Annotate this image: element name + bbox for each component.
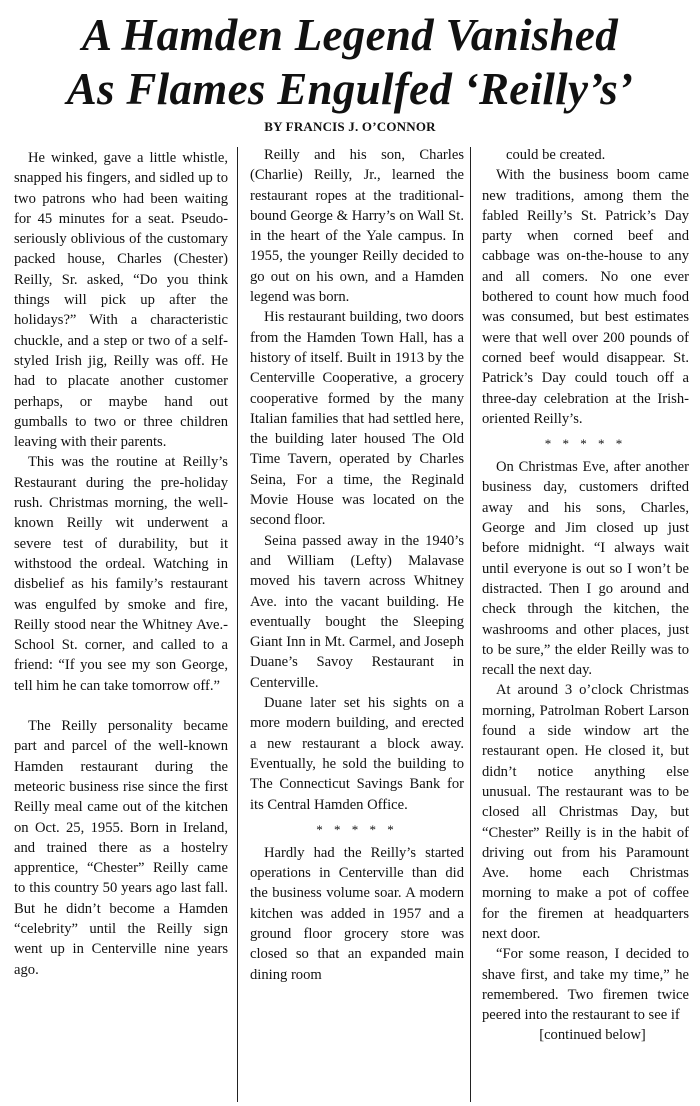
continued-note: [continued below]	[539, 1027, 646, 1044]
paragraph: He winked, gave a little whistle, snapped his fingers, and sidled up to two patrons who had been waiting for 45 minutes for a seat. Pseudo-seriously oblivious of the customary packed house, Charles (Chester) Reilly, Sr. asked, “Do you think things will pick up after the holidays?” With a characteristic chuckle, and a step or two of a self-styled Irish jig, Reilly was off. He had to placate another customer perhaps, or maybe hand out gumballs to two or three children leaving with their parents.	[14, 150, 228, 451]
paragraph: At around 3 o’clock Christmas morning, Patrolman Robert Larson found a side window art the restaurant open. He closed it, but didn’t notice anything else unusual. The restaurant was to be closed all Christmas Day, but “Chester” Reilly is in the habit of driving out from his Paramount Ave. home each Christmas morning to make a pot of coffee for the firemen at headquarters next door.	[482, 682, 689, 942]
paragraph: Seina passed away in the 1940’s and William (Lefty) Malavase moved his tavern across Whitney Ave. into the vacant building. He eventually bought the Sleeping Giant Inn in Mt. Carmel, and Joseph Duane’s Savoy Restaurant in Centerville.	[250, 532, 464, 691]
paragraph: His restaurant building, two doors from the Hamden Town Hall, has a history of itself. Built in 1913 by the Centerville Cooperative, a grocery cooperative formed by the many Italian families that had settled here, the building later housed The Old Time Tavern, operated by Charles Seina, For a time, the Reginald Movie House was located on the second floor.	[250, 309, 464, 529]
section-break-stars: * * * * *	[316, 821, 398, 837]
paragraph: “For some reason, I decided to shave first, and take my time,” he remembered. Two firemen twice peered into the restaurant to see if	[482, 946, 689, 1024]
article-column-2	[250, 145, 464, 985]
paragraph: On Christmas Eve, after another business day, customers drifted away and his sons, Charles, George and Jim closed up just before midnight. “I always wait until everyone is out so I won’t be distracted. Then I go around and check through the kitchen, the washrooms and other places, just to be sure,” the elder Reilly was to recall the next day.	[482, 459, 689, 679]
column-divider	[237, 147, 238, 1102]
paragraph: could be created.	[506, 147, 606, 163]
paragraph: Duane later set his sights on a more modern building, and erected a new restaurant a block away. Eventually, he sold the building to The Connecticut Savings Bank for its Central Hamden Office.	[250, 695, 464, 813]
column-divider	[470, 147, 471, 1102]
article-column-3	[482, 145, 689, 1046]
byline: BY FRANCIS J. O’CONNOR	[264, 119, 436, 134]
headline-line-2: As Flames Engulfed ‘Reilly’s’	[66, 64, 634, 114]
paragraph: The Reilly personality became part and parcel of the well-known Hamden restaurant during the meteoric business rise since the first Reilly meal came out of the kitchen on Oct. 25, 1955. Born in Ireland, and trained there as a hostelry apprentice, “Chester” Reilly came to this country 50 years ago last fall. But he didn’t become a Hamden “celebrity” until the Reilly sign went up in Centerville nine years ago.	[14, 718, 228, 978]
paragraph: This was the routine at Reilly’s Restaurant during the pre-holiday rush. Christmas morning, the well-known Reilly wit underwent a severe test of durability, but it withstood the ordeal. Watching in disbelief as his family’s restaurant was engulfed by smoke and fire, Reilly stood near the Whitney Ave.-School St. corner, and called to a friend: “If you see my son George, tell him he can take tomorrow off.”	[14, 454, 228, 694]
paragraph: Reilly and his son, Charles (Charlie) Reilly, Jr., learned the restaurant ropes at the traditional-bound George & Harry’s on Wall St. in the heart of the Yale campus. In 1955, the younger Reilly decided to go out on his own, and a Hamden legend was born.	[250, 147, 464, 306]
article-column-1	[14, 148, 228, 980]
section-break-stars: * * * * *	[544, 436, 627, 452]
paragraph: Hardly had the Reilly’s started operations in Centerville than did the business volume soar. A modern kitchen was added in 1957 and a ground floor grocery store was closed so that an expanded main dining room	[250, 844, 464, 983]
headline-line-1: A Hamden Legend Vanished	[81, 10, 618, 60]
paragraph: With the business boom came new traditions, among them the fabled Reilly’s St. Patrick’s Day party when corned beef and cabbage was on-the-house to any and all comers. No one ever bothered to count how much food was consumed, but best estimates were that well over 200 pounds of corned beef would disappear. St. Patrick’s Day could touch off a three-day celebration at the Irish-oriented Reilly’s.	[482, 167, 689, 427]
